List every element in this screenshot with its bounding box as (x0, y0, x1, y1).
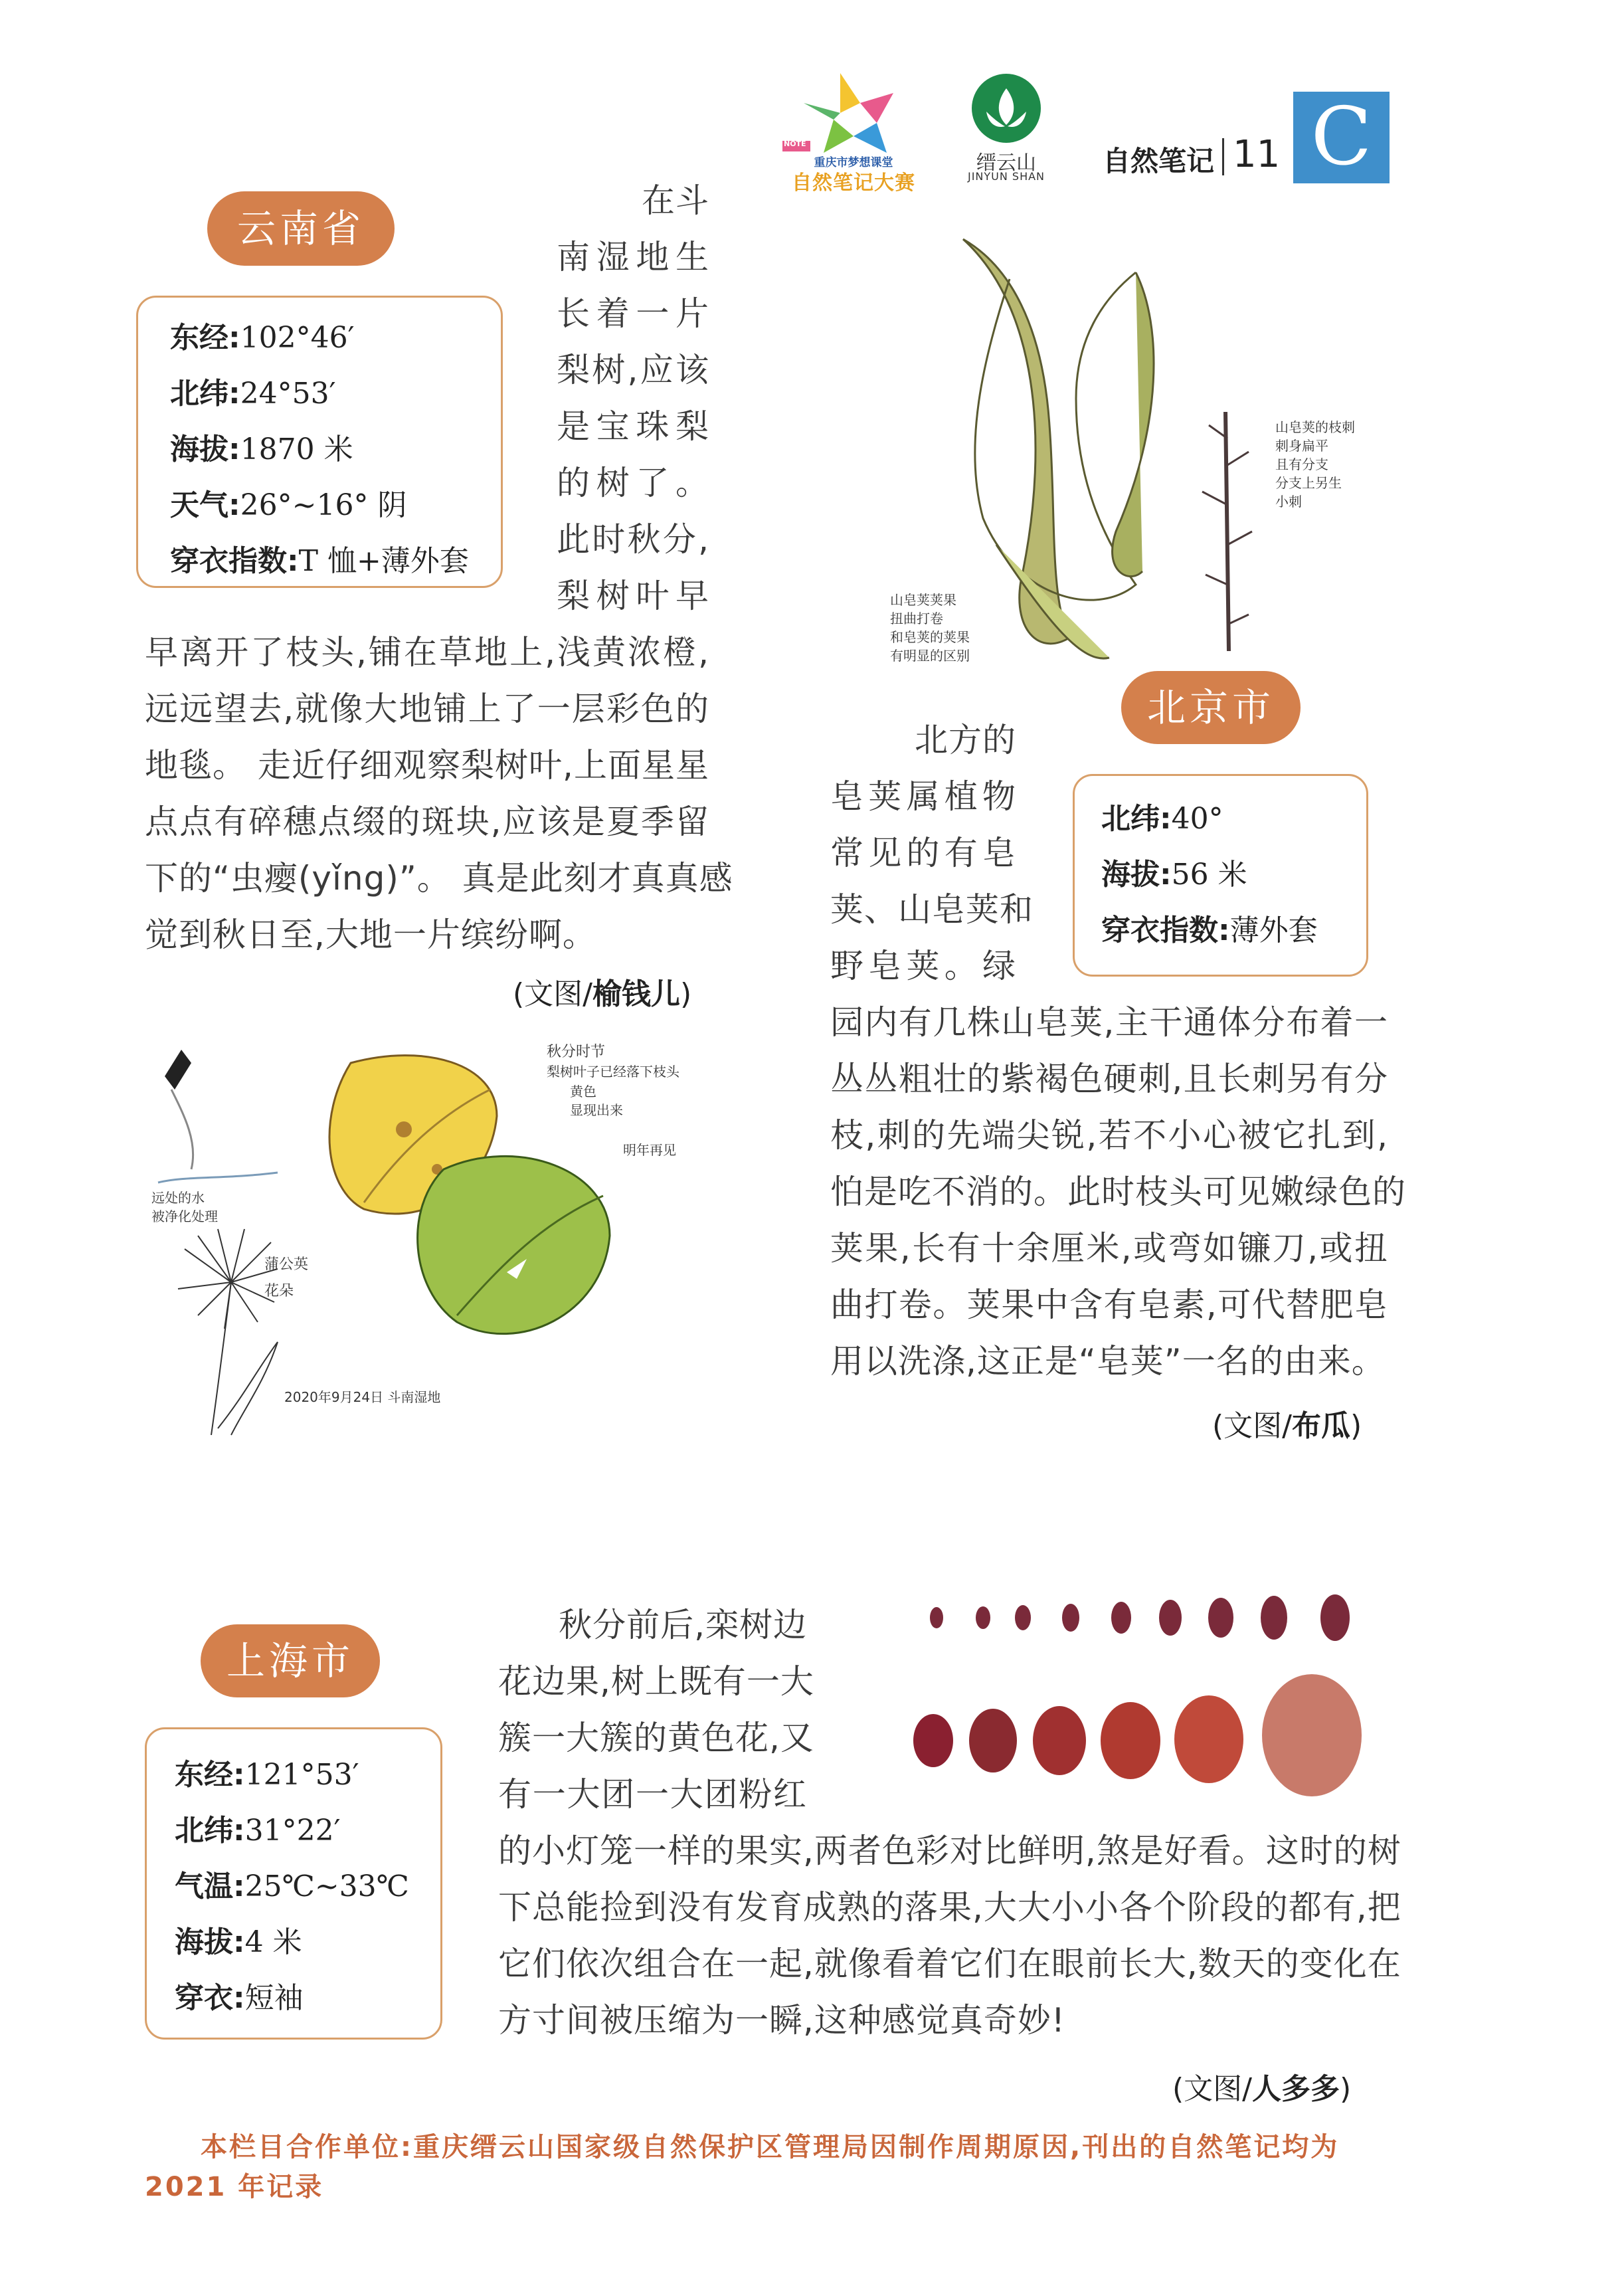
yunnan-info-dress: 穿衣指数:T 恤+薄外套 (170, 544, 469, 578)
jinyunshan-leaf-icon (956, 72, 1056, 151)
beijing-credit: (文图/布瓜) (1212, 1409, 1362, 1443)
goldenrain-fruit-illustration (897, 1581, 1388, 1820)
beijing-info-dress: 穿衣指数:薄外套 (1101, 913, 1318, 947)
yunnan-info-latitude: 北纬:24°53′ (170, 377, 336, 411)
yunnan-title-pill (207, 191, 395, 266)
yunnan-info-box (136, 296, 503, 588)
shanghai-title-pill (201, 1624, 380, 1697)
logo-subtitle: 重庆市梦想课堂 (814, 156, 893, 169)
yunnan-info-longitude: 东经:102°46′ (170, 321, 355, 355)
pod-note-2: 扭曲打卷 (890, 611, 943, 626)
sketch-note-10: 2020年9月24日 斗南湿地 (284, 1389, 441, 1405)
beijing-sketch (883, 226, 1375, 691)
honey-locust-pod-illustration (883, 226, 1375, 691)
sketch-note-4: 显现出来 (570, 1102, 623, 1118)
logo-badge: NOTE (784, 140, 806, 148)
sketch-note-8: 蒲公英 (264, 1256, 309, 1273)
thorn-note-4: 分支上另生 (1275, 475, 1342, 491)
sketch-note-2: 梨树叶子已经落下枝头 (547, 1064, 679, 1080)
yunnan-sketch (145, 1036, 716, 1448)
thorn-note-3: 且有分支 (1275, 456, 1328, 472)
sketch-note-9: 花朵 (264, 1283, 294, 1299)
thorn-note-2: 刺身扁平 (1275, 438, 1328, 454)
beijing-title-pill (1121, 671, 1301, 744)
header-logo-dream-classroom (777, 66, 930, 195)
yunnan-credit: (文图/榆钱儿) (513, 977, 692, 1011)
yunnan-title: 云南省 (236, 206, 365, 251)
pear-leaf-sketch-illustration (145, 1036, 716, 1448)
beijing-title: 北京市 (1146, 685, 1275, 730)
yunnan-text-wide: 早离开了枝头,铺在草地上,浅黄浓橙, 远远望去,就像大地铺上了一层彩色的 地毯。 走近仔细观察梨树叶,上面星星 点点有碎穗点缀的斑块,应该是夏季留 下的“虫瘿(yǐng)”。 真是此刻才真真感 觉到秋日至,大地一片缤纷啊。 (145, 633, 733, 954)
yunnan-text-narrow: 在斗 南湿地生 长着一片 梨树,应该 是宝珠梨 的树了。 此时秋分, 梨树叶早 (557, 181, 709, 615)
shanghai-text-wide: 的小灯笼一样的果实,两者色彩对比鲜明,煞是好看。这时的树 下总能捡到没有发育成熟的落果,大大小小各个阶段的都有,把 它们依次组合在一起,就像看着它们在眼前长大,数天的变化在 方寸间被压缩为一瞬,这种感觉真奇妙! (498, 1832, 1401, 2040)
shanghai-info-longitude: 东经:121°53′ (175, 1758, 359, 1792)
beijing-text-narrow: 北方的 皂荚属植物 常见的有皂 荚、山皂荚和 野皂荚。绿 (830, 721, 1034, 985)
header-divider (1222, 138, 1224, 175)
footer-note: 本栏目合作单位:重庆缙云山国家级自然保护区管理局因制作周期原因,刊出的自然笔记均为 2021 年记录 (145, 2132, 1340, 2202)
section-letter: C (1310, 91, 1372, 183)
sketch-note-1: 秋分时节 (547, 1044, 606, 1060)
section-letter-tab (1293, 92, 1390, 183)
thorn-note-1: 山皂荚的枝刺 (1275, 419, 1355, 435)
sketch-note-3: 黄色 (570, 1084, 596, 1100)
shanghai-credit: (文图/人多多) (1172, 2072, 1352, 2106)
pod-note-4: 有明显的区别 (890, 648, 970, 664)
beijing-info-altitude: 海拔:56 米 (1101, 858, 1247, 892)
sketch-note-5: 明年再见 (623, 1142, 676, 1158)
logo-title: 自然笔记大赛 (792, 171, 915, 195)
pod-note-1: 山皂荚荚果 (890, 592, 956, 608)
beijing-info-latitude: 北纬:40° (1101, 802, 1223, 836)
shanghai-text-narrow: 秋分前后,栾树边 花边果,树上既有一大 簇一大簇的黄色花,又 有一大团一大团粉红 (498, 1606, 814, 1814)
shanghai-info-temperature: 气温:25℃~33℃ (175, 1869, 409, 1903)
yunnan-info-altitude: 海拔:1870 米 (170, 432, 353, 466)
beijing-info-box (1073, 774, 1368, 977)
sketch-note-6: 远处的水 (151, 1190, 205, 1206)
shanghai-info-altitude: 海拔:4 米 (175, 1925, 302, 1959)
page-number: 11 (1233, 133, 1281, 176)
yunnan-info-weather: 天气:26°~16° 阴 (170, 488, 407, 522)
header-logo-jinyunshan (956, 72, 1056, 185)
shanghai-info-dress: 穿衣:短袖 (175, 1981, 304, 2015)
shanghai-sketch (897, 1581, 1388, 1820)
logo-jinyun-text: 缙云山 (976, 151, 1036, 175)
section-title: 自然笔记 (1103, 145, 1215, 177)
shanghai-info-latitude: 北纬:31°22′ (175, 1814, 341, 1848)
sketch-note-7: 被净化处理 (151, 1208, 218, 1224)
pod-note-3: 和皂荚的荚果 (890, 629, 970, 645)
thorn-note-5: 小刺 (1275, 494, 1302, 510)
beijing-text-wide: 园内有几株山皂荚,主干通体分布着一 丛丛粗壮的紫褐色硬刺,且长刺另有分 枝,刺的先端尖锐,若不小心被它扎到, 怕是吃不消的。此时枝头可见嫩绿色的 荚果,长有十余厘米,或弯如镰刀,或扭 曲打卷。荚果中含有皂素,可代替肥皂 用以洗涤,这正是“皂荚”一名的由来。 (830, 1003, 1406, 1381)
shanghai-info-box (145, 1727, 442, 2040)
shanghai-title: 上海市 (226, 1638, 354, 1683)
logo-jinyun-sub: JINYUN SHAN (967, 170, 1045, 183)
